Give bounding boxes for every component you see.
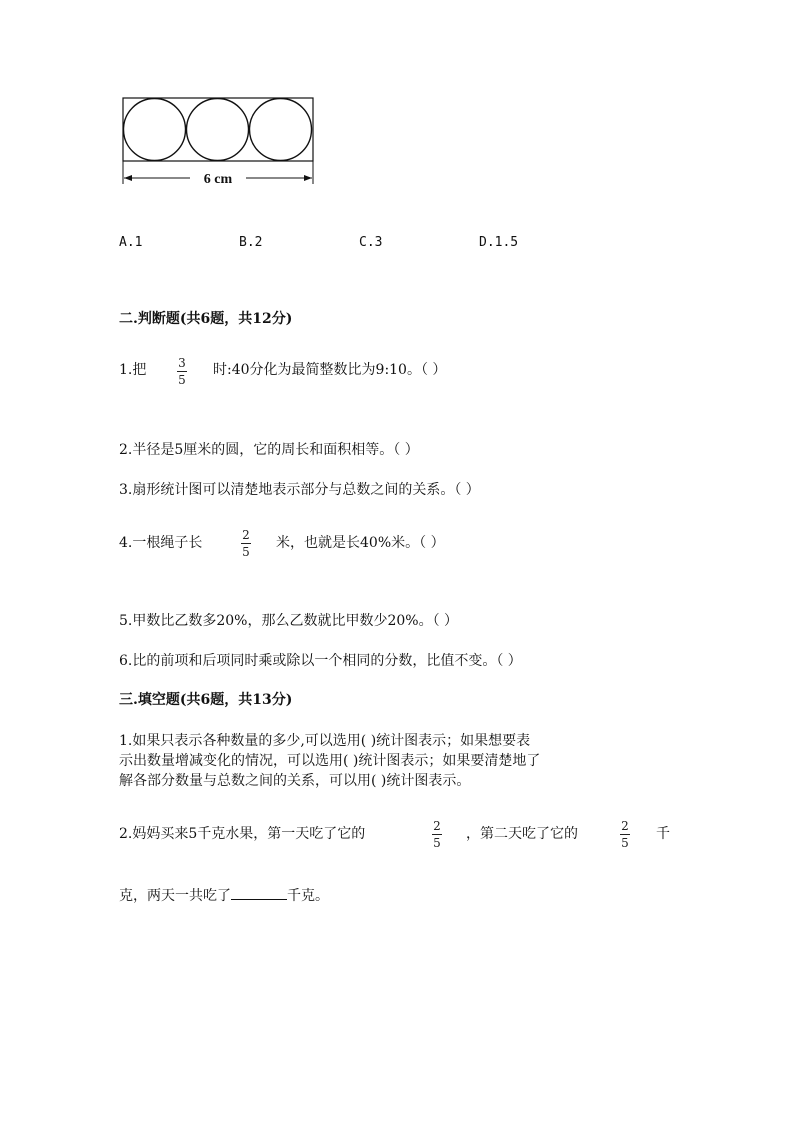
fill-q2-line2-before: 克，两天一共吃了 (119, 888, 231, 904)
fraction-numerator: 2 (433, 819, 441, 833)
fraction-3-5 (175, 357, 189, 387)
fraction-denominator: 5 (433, 836, 441, 850)
fraction-numerator: 3 (178, 356, 186, 370)
answer-blank[interactable] (231, 885, 287, 900)
fraction-denominator: 5 (242, 545, 250, 559)
section-heading-fill-in: 三.填空题(共6题，共13分) (119, 692, 293, 708)
fill-q1-line1: 1.如果只表示各种数量的多少,可以选用( )统计图表示；如果想要表 (119, 733, 531, 749)
fraction-denominator: 5 (178, 373, 186, 387)
fill-q2-end: 千 (656, 826, 670, 842)
judgement-q2: 2.半径是5厘米的圆，它的周长和面积相等。（ ） (119, 442, 419, 458)
judgement-q1-before: 1.把 (119, 362, 147, 378)
judgement-q6: 6.比的前项和后项同时乘或除以一个相同的分数，比值不变。（ ） (119, 653, 522, 669)
fill-q2-line2-after: 千克。 (287, 888, 329, 904)
fraction-2-5-second (618, 820, 632, 850)
circle-middle (187, 99, 249, 161)
fill-q1-line2: 示出数量增减变化的情况，可以选用( )统计图表示；如果要清楚地了 (119, 753, 541, 769)
circle-left (124, 99, 186, 161)
arrowhead-left (124, 175, 132, 181)
fill-q2-before: 2.妈妈买来5千克水果，第一天吃了它的 (119, 826, 366, 842)
fraction-2-5 (239, 529, 253, 559)
fraction-denominator: 5 (621, 836, 629, 850)
judgement-q3: 3.扇形统计图可以清楚地表示部分与总数之间的关系。（ ） (119, 482, 480, 498)
circle-right (250, 99, 312, 161)
choice-d[interactable]: D.1.5 (479, 235, 519, 250)
dimension-label: 6 cm (203, 172, 233, 186)
fraction-numerator: 2 (621, 819, 629, 833)
judgement-q4-before: 4.一根绳子长 (119, 535, 203, 551)
choice-a[interactable]: A.1 (119, 235, 143, 250)
choice-b[interactable]: B.2 (239, 235, 263, 250)
choice-c[interactable]: C.3 (359, 235, 383, 250)
arrowhead-right (304, 175, 312, 181)
judgement-q4-after: 米，也就是长40%米。（ ） (276, 535, 445, 551)
fraction-2-5-first (430, 820, 444, 850)
section-heading-judgement: 二.判断题(共6题，共12分) (119, 311, 293, 327)
rectangle (123, 98, 313, 161)
fraction-numerator: 2 (242, 528, 250, 542)
fill-q2-line2 (119, 885, 329, 906)
judgement-q5: 5.甲数比乙数多20%，那么乙数就比甲数少20%。（ ） (119, 613, 459, 629)
fill-q2-middle: ，第二天吃了它的 (466, 826, 578, 842)
three-circles-figure (118, 94, 318, 186)
judgement-q1-after: 时:40分化为最简整数比为9:10。（ ） (213, 362, 447, 378)
fill-q1-line3: 解各部分数量与总数之间的关系，可以用( )统计图表示。 (119, 773, 471, 789)
